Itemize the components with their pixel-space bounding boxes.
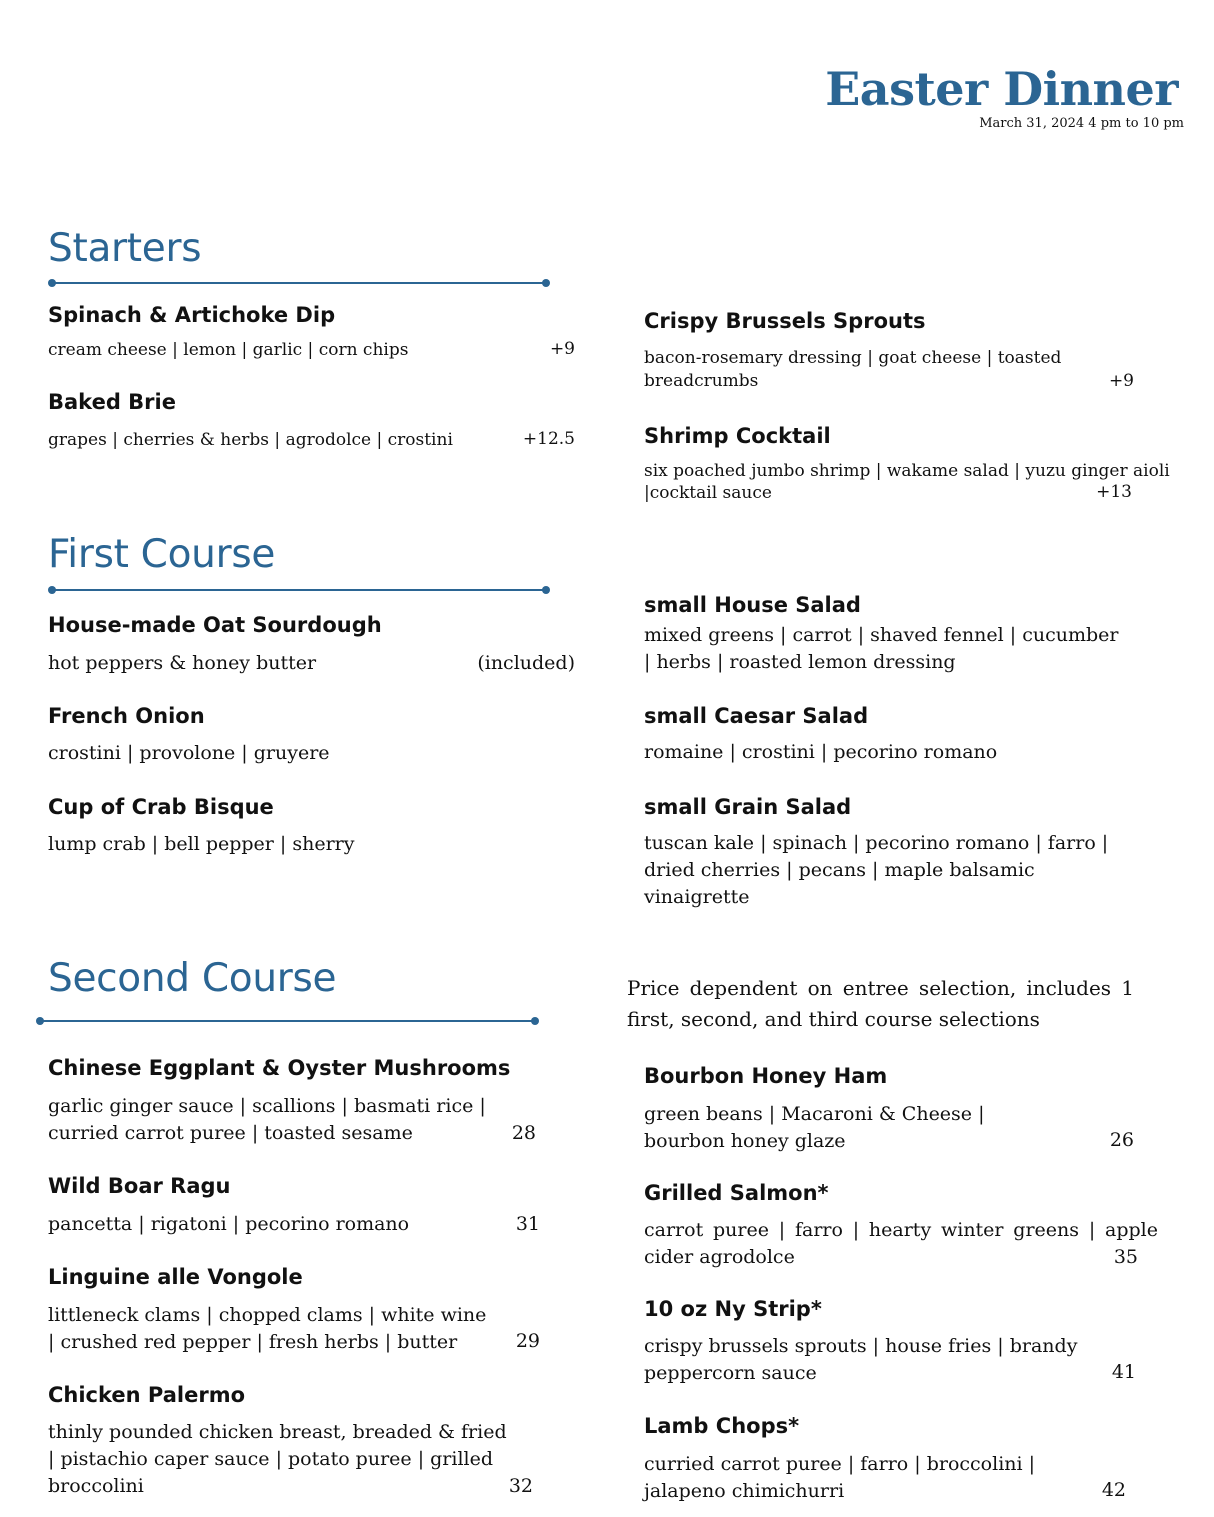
item-name: Crispy Brussels Sprouts [644, 309, 926, 333]
menu-date: March 31, 2024 4 pm to 10 pm [979, 116, 1184, 131]
item-price: 35 [1113, 1246, 1138, 1268]
item-name: Linguine alle Vongole [48, 1265, 303, 1289]
section-divider [40, 1020, 535, 1022]
item-name: Shrimp Cocktail [644, 424, 831, 448]
item-description: garlic ginger sauce | scallions | basmati rice | curried carrot puree | toasted sesame [48, 1095, 486, 1144]
item-description: curried carrot puree | farro | broccolini | jalapeno chimichurri [644, 1453, 1036, 1502]
item-description: mixed greens | carrot | shaved fennel | cucumber | herbs | roasted lemon dressing [644, 624, 1119, 673]
item-description: thinly pounded chicken breast, breaded & fried | pistachio caper sauce | potato puree | grilled broccolini [48, 1421, 507, 1497]
item-name: 10 oz Ny Strip* [644, 1297, 822, 1321]
item-name: Baked Brie [48, 390, 176, 414]
item-description: crostini | provolone | gruyere [48, 742, 330, 764]
item-description: tuscan kale | spinach | pecorino romano | farro | dried cherries | pecans | maple balsamic vinaigrette [644, 832, 1109, 908]
section-divider [52, 589, 546, 591]
item-name: Chinese Eggplant & Oyster Mushrooms [48, 1056, 511, 1080]
item-description: pancetta | rigatoni | pecorino romano [48, 1213, 410, 1235]
item-price: 42 [1101, 1479, 1126, 1501]
item-description: carrot puree | farro | hearty winter greens | apple cider agrodolce [644, 1219, 1158, 1268]
item-name: Bourbon Honey Ham [644, 1064, 888, 1088]
item-description: six poached jumbo shrimp | wakame salad | yuzu ginger aioli |cocktail sauce [644, 461, 1170, 503]
item-name: French Onion [48, 704, 205, 728]
item-description: crispy brussels sprouts | house fries | brandy peppercorn sauce [644, 1335, 1078, 1384]
pricing-note: Price dependent on entree selection, includes 1 first, second, and third course selections [627, 976, 1134, 1031]
section-title-second-course: Second Course [48, 956, 337, 1001]
item-description: romaine | crostini | pecorino romano [644, 741, 998, 763]
item-price: +9 [1108, 371, 1134, 391]
item-price: 32 [508, 1475, 533, 1497]
item-name: Lamb Chops* [644, 1414, 800, 1438]
item-price: 29 [515, 1330, 540, 1352]
section-title-starters: Starters [48, 226, 202, 271]
item-description: bacon-rosemary dressing | goat cheese | toasted breadcrumbs [644, 348, 1062, 391]
item-description: littleneck clams | chopped clams | white wine | crushed red pepper | fresh herbs | butter [48, 1304, 487, 1353]
menu-title: Easter Dinner [825, 62, 1178, 116]
item-price: +12.5 [522, 429, 575, 449]
item-name: small House Salad [644, 593, 861, 617]
item-name: Chicken Palermo [48, 1383, 246, 1407]
item-price: 31 [515, 1213, 540, 1235]
item-name: Wild Boar Ragu [48, 1174, 231, 1198]
item-name: Cup of Crab Bisque [48, 795, 274, 819]
item-name: small Grain Salad [644, 795, 852, 819]
item-description: lump crab | bell pepper | sherry [48, 833, 355, 855]
item-description: hot peppers & honey butter [48, 652, 317, 674]
item-name: Grilled Salmon* [644, 1181, 829, 1205]
item-price: +13 [1096, 482, 1132, 502]
item-name: Spinach & Artichoke Dip [48, 303, 336, 327]
item-price: 26 [1109, 1129, 1134, 1151]
section-divider [52, 282, 546, 284]
section-title-first-course: First Course [48, 532, 276, 577]
item-description: grapes | cherries & herbs | agrodolce | crostini [48, 430, 453, 450]
item-description: cream cheese | lemon | garlic | corn chips [48, 340, 409, 360]
item-name: House-made Oat Sourdough [48, 613, 382, 637]
item-description: green beans | Macaroni & Cheese | bourbon honey glaze [644, 1103, 985, 1152]
item-price: 41 [1111, 1361, 1136, 1383]
item-price: (included) [477, 652, 575, 674]
item-price: 28 [511, 1122, 536, 1144]
item-price: +9 [549, 339, 575, 359]
item-name: small Caesar Salad [644, 704, 869, 728]
